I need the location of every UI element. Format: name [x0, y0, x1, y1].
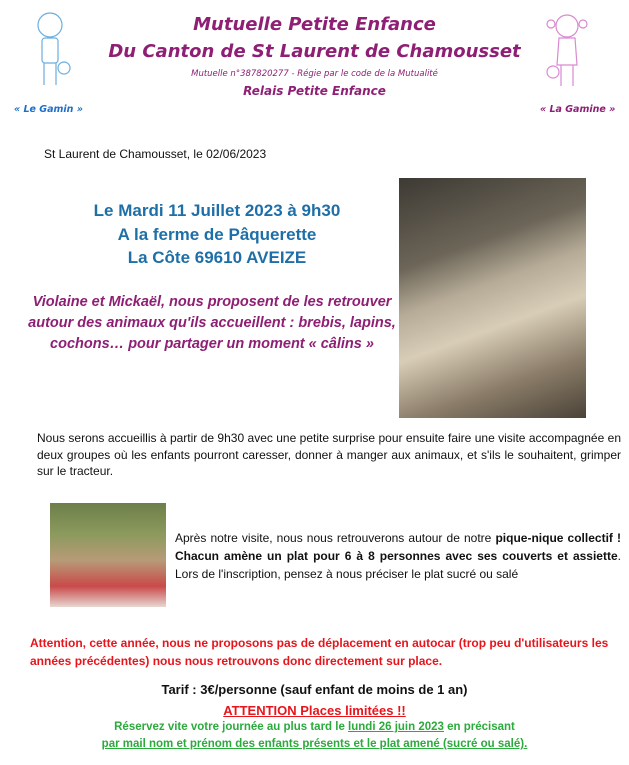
picnic-photo [50, 503, 166, 607]
child-with-sheep-photo [399, 178, 586, 418]
event-place: A la ferme de Pâquerette [117, 225, 317, 244]
reserve-text: Réservez vite votre journée au plus tard le [114, 721, 349, 733]
picnic-bold: pique-nique collectif ! [495, 531, 621, 545]
attention-heading: ATTENTION Places limitées !! [223, 703, 406, 718]
reserve-deadline: lundi 26 juin 2023 [348, 721, 444, 733]
picnic-paragraph [175, 529, 621, 583]
intro-text: Violaine et Mickaël, nous proposent de les retrouver autour des animaux qu'ils accueillent : brebis, lapins, cochons… pour partager un moment « câlins » [28, 294, 396, 352]
picnic-text-end: . Lors de l'inscription, pensez à nous préciser le plat sucré ou salé [175, 549, 621, 581]
left-label: « Le Gamin » [14, 104, 83, 115]
event-address: La Côte 69610 AVEIZE [127, 248, 307, 267]
reserve-instructions: par mail nom et prénom des enfants présents et le plat amené (sucré ou salé). [101, 738, 528, 750]
relais-title: Relais Petite Enfance [243, 84, 386, 98]
reserve-line1 [0, 721, 629, 733]
warning-text: Attention, cette année, nous ne proposons pas de déplacement en autocar (trop peu d'utilisateurs les années précédentes) nous nous retrouvons donc directement sur place. [30, 636, 609, 668]
picnic-text: Après notre visite, nous nous retrouverons autour de notre [175, 531, 496, 545]
reserve-text-end: en précisant [443, 721, 515, 733]
tarif-text: Tarif : 3€/personne (sauf enfant de moins de 1 an) [161, 682, 468, 697]
org-title: Mutuelle Petite Enfance [193, 14, 436, 35]
registration-text: Mutuelle n°387820277 - Régie par le code de la Mutualité [191, 69, 438, 79]
org-subtitle: Du Canton de St Laurent de Chamousset [108, 41, 521, 62]
visit-paragraph: Nous serons accueillis à partir de 9h30 avec une petite surprise pour ensuite faire une visite accompagnée en deux groupes où les enfants pourront caresser, donner à manger aux animaux, et s'ils le souhaitent, grimper sur le tracteur. [37, 431, 621, 478]
date-line: St Laurent de Chamousset, le 02/06/2023 [44, 147, 267, 161]
event-date: Le Mardi 11 Juillet 2023 à 9h30 [93, 201, 341, 220]
reserve-line2 [0, 738, 629, 750]
picnic-instructions: Chacun amène un plat pour 6 à 8 personnes avec ses couverts et assiette [175, 549, 618, 563]
right-label: « La Gamine » [540, 104, 616, 115]
